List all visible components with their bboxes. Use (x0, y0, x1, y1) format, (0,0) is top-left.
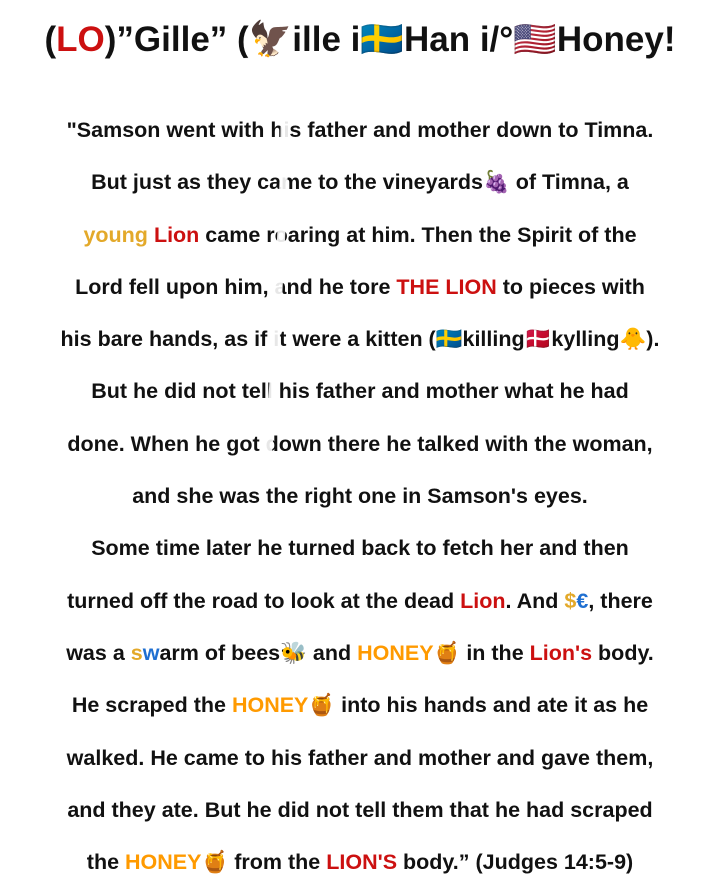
text-run: . And (505, 588, 565, 613)
text-run: and she was the right one in Samson's eyes. (132, 484, 588, 509)
word-killing: killing (462, 327, 525, 352)
text-run: of Timna, a (509, 170, 629, 195)
sweden-flag-icon: 🇸🇪 (435, 327, 463, 353)
letter-s: s (130, 640, 143, 665)
text-run: came roaring at him. Then the Spirit of the (199, 222, 637, 247)
passage-line-10 (0, 575, 720, 627)
text-run: to pieces with (496, 274, 645, 299)
title-part2: ille i (292, 20, 361, 59)
word-honey: HONEY (231, 693, 309, 718)
dollar-sign: $ (564, 588, 577, 613)
euro-sign: € (576, 588, 589, 613)
grapes-icon: 🍇 (483, 170, 510, 196)
word-young: young (83, 222, 148, 247)
passage-line-12 (0, 679, 720, 731)
word-lions-caps: LION'S (326, 850, 398, 875)
passage-line-4 (0, 261, 720, 313)
eagle-icon: 🦅 (248, 20, 293, 60)
title-part4: Honey! (556, 20, 676, 59)
bee-icon: 🐝 (280, 640, 307, 666)
title-part3: Han i/° (403, 20, 514, 59)
text-run: body.” (Judges 14:5-9) (397, 850, 634, 875)
denmark-flag-icon: 🇩🇰 (524, 327, 552, 353)
passage-line-14 (0, 784, 720, 836)
text-run: the (86, 850, 126, 875)
honey-pot-icon: 🍯 (308, 693, 336, 719)
title-lo: LO (56, 20, 105, 59)
word-the-lion: THE LION (396, 274, 497, 299)
scripture-passage (0, 104, 720, 888)
text-run: "Samson went with his father and mother down to Timna. (66, 118, 654, 142)
honey-pot-icon: 🍯 (433, 640, 461, 666)
chick-icon: 🐥 (619, 327, 647, 353)
text-run: was a (66, 640, 131, 665)
text-run: body. (592, 640, 654, 665)
text-run: Lord fell upon him, and he tore (75, 274, 397, 299)
passage-line-5 (0, 313, 720, 365)
text-run: , there (588, 588, 653, 613)
text-run: from the (228, 850, 327, 875)
text-run: He scraped the (71, 693, 232, 718)
passage-line-7 (0, 418, 720, 470)
text-run: But he did not tell his father and mother what he had (91, 379, 629, 404)
passage-line-3 (0, 209, 720, 261)
word-honey: HONEY (357, 640, 434, 665)
text-run: turned off the road to look at the dead (67, 588, 461, 613)
text-run: and they ate. But he did not tell them that he had scraped (67, 797, 653, 822)
passage-line-11 (0, 627, 720, 679)
word-lion: Lion (153, 222, 200, 247)
text-run: arm of bees (159, 640, 281, 665)
word-lions: Lion's (529, 640, 593, 665)
text-run: Some time later he turned back to fetch her and then (91, 536, 629, 561)
word-lion: Lion (460, 588, 506, 613)
text-run: and (306, 640, 358, 665)
honey-pot-icon: 🍯 (201, 850, 229, 876)
text-run: done. When he got down there he talked with the woman, (67, 431, 653, 456)
text-run: his bare hands, as if it were a kitten ( (60, 327, 436, 352)
text-run: in the (460, 640, 530, 665)
us-flag-icon: 🇺🇸 (513, 20, 557, 60)
text-run: walked. He came to his father and mother and gave them, (66, 745, 654, 770)
word-kylling: kylling (551, 327, 620, 352)
text-run: But just as they came to the vineyards (91, 170, 484, 195)
passage-line-9 (0, 522, 720, 574)
passage-line-6 (0, 365, 720, 417)
title-part1: )”Gille” ( (104, 20, 249, 59)
passage-line-2 (0, 156, 720, 208)
word-honey: HONEY (125, 850, 202, 875)
sweden-flag-icon: 🇸🇪 (360, 20, 404, 60)
text-run: ). (646, 327, 660, 352)
title-open-paren: ( (44, 20, 57, 59)
passage-line-13 (0, 732, 720, 784)
text-run: into his hands and ate it as he (335, 693, 649, 718)
passage-line-8 (0, 470, 720, 522)
passage-line-15 (0, 836, 720, 888)
page-title (0, 14, 720, 66)
passage-line-1 (0, 104, 720, 156)
letter-w: w (142, 640, 160, 665)
